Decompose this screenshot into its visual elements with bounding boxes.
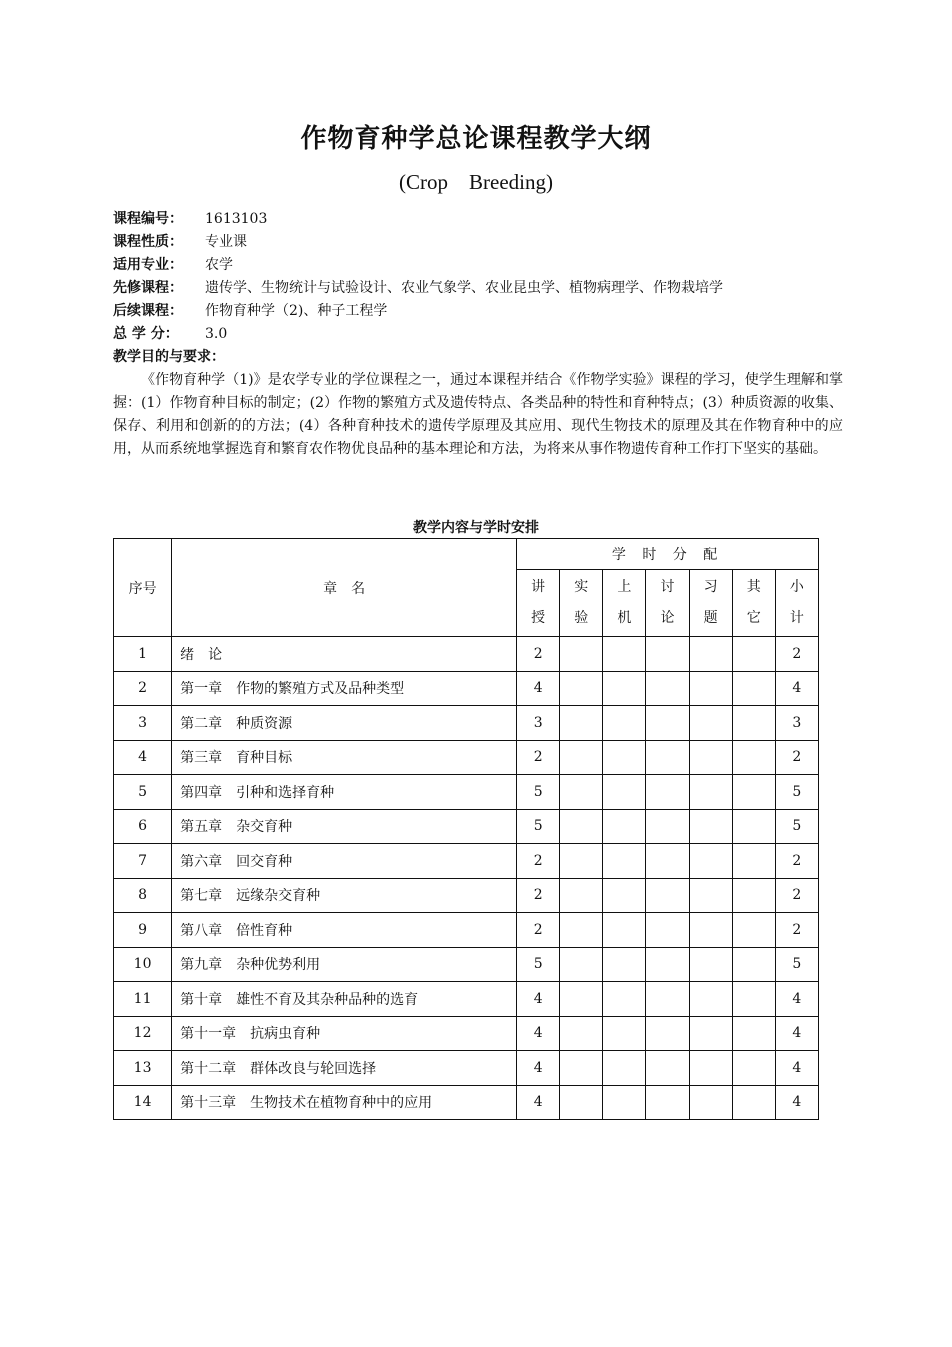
chapter-name: 第十一章 抗病虫育种 (172, 1016, 517, 1051)
other-hours (732, 913, 775, 948)
discussion-hours (646, 637, 689, 672)
experiment-hours (560, 706, 603, 741)
row-number: 4 (114, 740, 172, 775)
computer-lab-hours (603, 740, 646, 775)
row-number: 13 (114, 1051, 172, 1086)
lecture-hours: 3 (517, 706, 560, 741)
table-row (114, 671, 819, 706)
header-number: 序号 (114, 539, 172, 637)
row-number: 14 (114, 1085, 172, 1120)
exercise-hours (689, 878, 732, 913)
experiment-hours (560, 844, 603, 879)
other-hours (732, 740, 775, 775)
total-credits-label: 总 学 分： (113, 326, 179, 342)
computer-lab-hours (603, 706, 646, 741)
experiment-hours (560, 637, 603, 672)
subtotal-hours: 2 (775, 844, 818, 879)
computer-lab-hours (603, 637, 646, 672)
computer-lab-hours (603, 671, 646, 706)
prerequisites-row (113, 277, 843, 300)
total-credits-row (113, 323, 843, 346)
subtotal-hours: 2 (775, 878, 818, 913)
chapter-name: 第九章 杂种优势利用 (172, 947, 517, 982)
table-row (114, 1051, 819, 1086)
experiment-hours (560, 740, 603, 775)
table-row (114, 809, 819, 844)
other-hours (732, 844, 775, 879)
applicable-major-value: 农学 (205, 257, 233, 273)
subtotal-hours: 5 (775, 809, 818, 844)
row-number: 6 (114, 809, 172, 844)
discussion-hours (646, 844, 689, 879)
discussion-hours (646, 809, 689, 844)
discussion-hours (646, 913, 689, 948)
exercise-hours (689, 1085, 732, 1120)
other-hours (732, 1051, 775, 1086)
computer-lab-hours (603, 878, 646, 913)
document-subtitle: (Crop Breeding) (399, 170, 553, 194)
other-hours (732, 947, 775, 982)
exercise-hours (689, 637, 732, 672)
header-computer-lab: 上 机 (603, 570, 646, 637)
subtotal-hours: 5 (775, 947, 818, 982)
header-chapter-name: 章 名 (172, 539, 517, 637)
chapter-name: 第六章 回交育种 (172, 844, 517, 879)
lecture-hours: 4 (517, 1051, 560, 1086)
chapter-name: 第七章 远缘杂交育种 (172, 878, 517, 913)
header-other: 其 它 (732, 570, 775, 637)
chapter-name: 第五章 杂交育种 (172, 809, 517, 844)
lecture-hours: 2 (517, 637, 560, 672)
table-row (114, 913, 819, 948)
lecture-hours: 4 (517, 1016, 560, 1051)
discussion-hours (646, 1085, 689, 1120)
other-hours (732, 1085, 775, 1120)
row-number: 12 (114, 1016, 172, 1051)
applicable-major-label: 适用专业： (113, 257, 183, 273)
header-subtotal: 小 计 (775, 570, 818, 637)
discussion-hours (646, 775, 689, 810)
table-row (114, 775, 819, 810)
chapter-name: 第十章 雄性不育及其杂种品种的选育 (172, 982, 517, 1017)
lecture-hours: 2 (517, 740, 560, 775)
table-row (114, 947, 819, 982)
exercise-hours (689, 809, 732, 844)
computer-lab-hours (603, 982, 646, 1017)
exercise-hours (689, 1016, 732, 1051)
computer-lab-hours (603, 1016, 646, 1051)
chapter-name: 第八章 倍性育种 (172, 913, 517, 948)
header-experiment: 实 验 (560, 570, 603, 637)
exercise-hours (689, 844, 732, 879)
experiment-hours (560, 1016, 603, 1051)
row-number: 1 (114, 637, 172, 672)
total-credits-value: 3.0 (205, 326, 228, 342)
exercise-hours (689, 1051, 732, 1086)
subtotal-hours: 4 (775, 1085, 818, 1120)
objectives-text: 《作物育种学（1)》是农学专业的学位课程之一，通过本课程并结合《作物学实验》课程的学习，使学生理解和掌握：(1）作物育种目标的制定；(2）作物的繁殖方式及遗传特点、各类品种的特性和育种特点；(3）种质资源的收集、保存、利用和创新的的方法；(4）各种育种技术的遗传学原理及其应用、现代生物技术的原理及其在作物育种中的应用，从而系统地掌握选育和繁育农作物优良品种的基本理论和方法，为将来从事作物遗传育种工作打下坚实的基础。 (113, 372, 843, 457)
row-number: 2 (114, 671, 172, 706)
computer-lab-hours (603, 844, 646, 879)
subtotal-hours: 5 (775, 775, 818, 810)
lecture-hours: 5 (517, 775, 560, 810)
table-row (114, 740, 819, 775)
other-hours (732, 671, 775, 706)
course-nature-row (113, 231, 843, 254)
table-row (114, 1085, 819, 1120)
applicable-major-row (113, 254, 843, 277)
lecture-hours: 4 (517, 982, 560, 1017)
experiment-hours (560, 947, 603, 982)
chapter-name: 绪 论 (172, 637, 517, 672)
row-number: 11 (114, 982, 172, 1017)
discussion-hours (646, 740, 689, 775)
other-hours (732, 982, 775, 1017)
lecture-hours: 5 (517, 809, 560, 844)
row-number: 9 (114, 913, 172, 948)
discussion-hours (646, 1016, 689, 1051)
lecture-hours: 4 (517, 671, 560, 706)
prerequisites-label: 先修课程： (113, 280, 183, 296)
chapter-name: 第十二章 群体改良与轮回选择 (172, 1051, 517, 1086)
table-row (114, 706, 819, 741)
discussion-hours (646, 1051, 689, 1086)
computer-lab-hours (603, 809, 646, 844)
table-row (114, 637, 819, 672)
subtotal-hours: 4 (775, 1051, 818, 1086)
experiment-hours (560, 671, 603, 706)
experiment-hours (560, 982, 603, 1017)
follow-up-courses-label: 后续课程： (113, 303, 183, 319)
prerequisites-value: 遗传学、生物统计与试验设计、农业气象学、农业昆虫学、植物病理学、作物栽培学 (205, 280, 723, 296)
exercise-hours (689, 775, 732, 810)
computer-lab-hours (603, 775, 646, 810)
discussion-hours (646, 982, 689, 1017)
schedule-body (114, 637, 819, 1120)
experiment-hours (560, 775, 603, 810)
row-number: 8 (114, 878, 172, 913)
table-caption: 教学内容与学时安排 (413, 520, 539, 536)
lecture-hours: 2 (517, 878, 560, 913)
header-lecture: 讲 授 (517, 570, 560, 637)
document-title: 作物育种学总论课程教学大纲 (300, 124, 652, 154)
other-hours (732, 706, 775, 741)
subtotal-hours: 3 (775, 706, 818, 741)
exercise-hours (689, 740, 732, 775)
experiment-hours (560, 1085, 603, 1120)
table-row (114, 878, 819, 913)
lecture-hours: 2 (517, 844, 560, 879)
experiment-hours (560, 809, 603, 844)
subtotal-hours: 2 (775, 913, 818, 948)
discussion-hours (646, 706, 689, 741)
other-hours (732, 775, 775, 810)
subtotal-hours: 2 (775, 740, 818, 775)
objectives-heading: 教学目的与要求： (113, 349, 225, 365)
row-number: 7 (114, 844, 172, 879)
discussion-hours (646, 671, 689, 706)
other-hours (732, 809, 775, 844)
computer-lab-hours (603, 1085, 646, 1120)
header-discussion: 讨 论 (646, 570, 689, 637)
discussion-hours (646, 947, 689, 982)
lecture-hours: 2 (517, 913, 560, 948)
course-code-label: 课程编号： (113, 211, 183, 227)
table-row (114, 1016, 819, 1051)
subtotal-hours: 2 (775, 637, 818, 672)
discussion-hours (646, 878, 689, 913)
experiment-hours (560, 913, 603, 948)
computer-lab-hours (603, 913, 646, 948)
table-row (114, 844, 819, 879)
schedule-table (113, 538, 819, 1120)
table-row (114, 982, 819, 1017)
subtotal-hours: 4 (775, 1016, 818, 1051)
subtotal-hours: 4 (775, 982, 818, 1017)
course-nature-label: 课程性质： (113, 234, 183, 250)
other-hours (732, 637, 775, 672)
follow-up-courses-value: 作物育种学（2)、种子工程学 (205, 303, 388, 319)
chapter-name: 第四章 引种和选择育种 (172, 775, 517, 810)
experiment-hours (560, 1051, 603, 1086)
header-hours-allocation: 学 时 分 配 (517, 539, 819, 570)
course-info (113, 208, 843, 461)
chapter-name: 第一章 作物的繁殖方式及品种类型 (172, 671, 517, 706)
chapter-name: 第十三章 生物技术在植物育种中的应用 (172, 1085, 517, 1120)
computer-lab-hours (603, 947, 646, 982)
chapter-name: 第三章 育种目标 (172, 740, 517, 775)
exercise-hours (689, 982, 732, 1017)
row-number: 5 (114, 775, 172, 810)
course-nature-value: 专业课 (205, 234, 247, 250)
exercise-hours (689, 947, 732, 982)
other-hours (732, 878, 775, 913)
exercise-hours (689, 671, 732, 706)
lecture-hours: 4 (517, 1085, 560, 1120)
lecture-hours: 5 (517, 947, 560, 982)
other-hours (732, 1016, 775, 1051)
course-code-value: 1613103 (205, 211, 268, 227)
row-number: 3 (114, 706, 172, 741)
chapter-name: 第二章 种质资源 (172, 706, 517, 741)
subtotal-hours: 4 (775, 671, 818, 706)
header-exercises: 习 题 (689, 570, 732, 637)
course-code-row (113, 208, 843, 231)
exercise-hours (689, 706, 732, 741)
computer-lab-hours (603, 1051, 646, 1086)
experiment-hours (560, 878, 603, 913)
row-number: 10 (114, 947, 172, 982)
exercise-hours (689, 913, 732, 948)
follow-up-courses-row (113, 300, 843, 323)
